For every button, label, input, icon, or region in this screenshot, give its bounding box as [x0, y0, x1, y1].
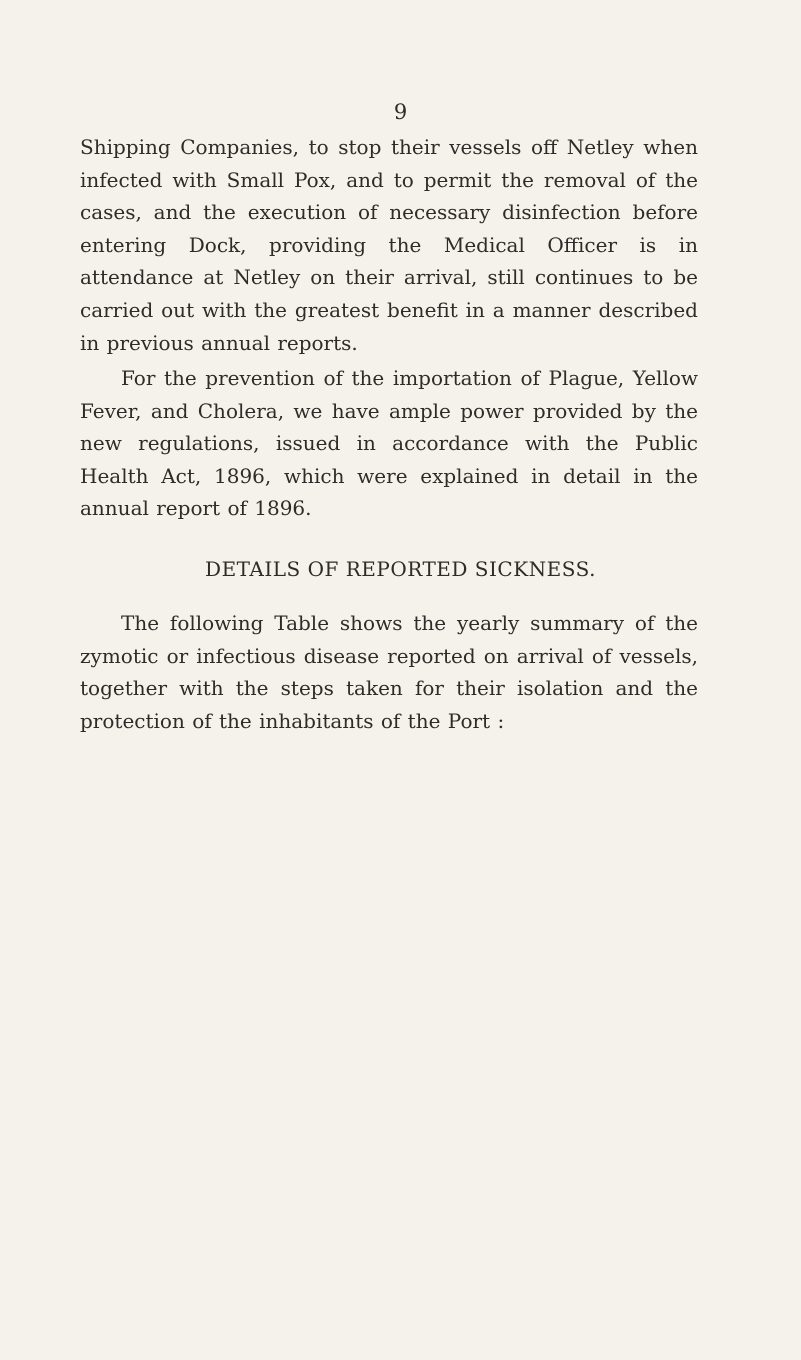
section-heading: DETAILS OF REPORTED SICKNESS.	[205, 557, 596, 581]
paragraph-prevention-importation: For the prevention of the importation of Plague, Yellow Fever, and Cholera, we have ample power provided by the new regulations, issued in accordance with the Public Health Act, 1896, which were explained in detail in the annual report of 1896.	[80, 366, 698, 521]
page-number: 9	[393, 100, 408, 124]
paragraph-following-table: The following Table shows the yearly summary of the zymotic or infectious disease reported on arrival of vessels, together with the steps taken for their isolation and the protection of the inhabitants of the Port :	[80, 611, 698, 733]
paragraph-shipping-companies: Shipping Companies, to stop their vessels off Netley when infected with Small Pox, and to permit the removal of the cases, and the execution of necessary disinfection before entering Dock, providing the Medical Officer is in attendance at Netley on their arrival, still continues to be carried out with the greatest benefit in a manner described in previous annual reports.	[80, 135, 698, 355]
